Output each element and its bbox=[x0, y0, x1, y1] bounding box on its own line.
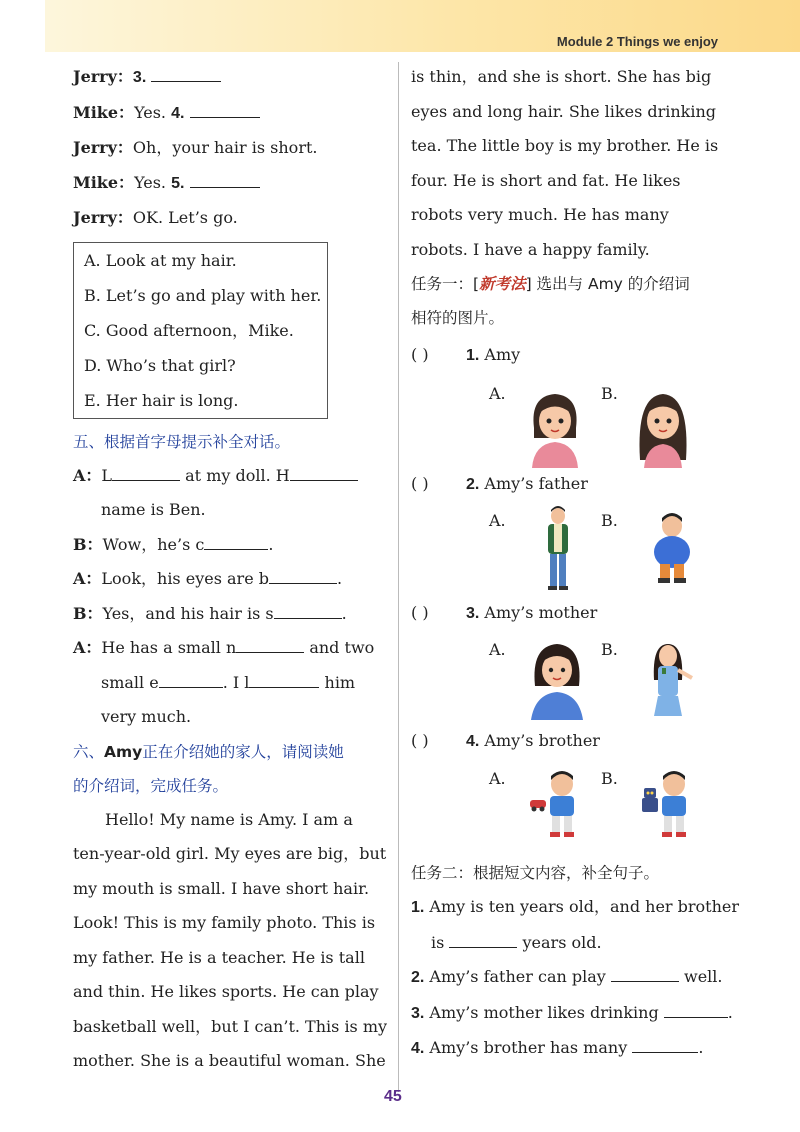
option-item: B. Let’s go and play with her. bbox=[84, 285, 322, 305]
section5-line bbox=[73, 631, 388, 666]
passage-line: Look! This is my family photo. This is bbox=[73, 913, 376, 932]
sentence-text: Amy’s mother likes drinking bbox=[424, 1002, 659, 1022]
question-text: Amy’s mother bbox=[479, 603, 598, 622]
question-number: 3. bbox=[411, 1004, 425, 1022]
task2-sentence bbox=[411, 1031, 731, 1067]
right-column bbox=[411, 60, 721, 335]
speaker: A： bbox=[73, 638, 102, 657]
section5-line: very much. bbox=[101, 707, 192, 726]
column-divider bbox=[398, 62, 399, 1092]
question-number: 2. bbox=[411, 969, 425, 987]
dialogue-text: Yes. bbox=[134, 102, 172, 122]
answer-blank[interactable] bbox=[632, 1036, 698, 1053]
dialogue-text: at my doll. H bbox=[180, 465, 290, 485]
option-b-label: B. bbox=[601, 769, 618, 788]
options-box bbox=[73, 242, 328, 419]
punctuation: . bbox=[268, 534, 274, 554]
task2-title: 任务二：根据短文内容，补全句子。 bbox=[411, 864, 660, 882]
girl-short-hair-image[interactable] bbox=[520, 388, 590, 468]
passage-line: robots very much. He has many bbox=[411, 205, 669, 224]
answer-blank[interactable] bbox=[204, 533, 268, 550]
section5-line bbox=[73, 666, 388, 701]
dialogue-text: Oh，your hair is short. bbox=[132, 138, 318, 157]
task1-question bbox=[411, 603, 597, 623]
dialogue-text: . I l bbox=[222, 672, 250, 692]
task2 bbox=[411, 856, 740, 1067]
speaker: Jerry： bbox=[73, 67, 133, 86]
answer-blank[interactable] bbox=[269, 567, 337, 584]
answer-blank[interactable] bbox=[449, 931, 517, 948]
punctuation: . bbox=[337, 569, 343, 588]
dialogue-text: OK. Let’s go. bbox=[132, 208, 238, 227]
passage-line: four. He is short and fat. He likes bbox=[411, 170, 681, 190]
left-column bbox=[73, 60, 388, 1079]
question-number: 3. bbox=[132, 69, 147, 86]
answer-blank[interactable] bbox=[611, 965, 679, 982]
dialogue-text: Yes. bbox=[134, 172, 172, 192]
option-a-label: A. bbox=[489, 511, 506, 530]
task1-question bbox=[411, 731, 600, 751]
speaker: B： bbox=[73, 603, 103, 623]
task2-sentence bbox=[411, 960, 731, 996]
speaker: Mike： bbox=[73, 102, 135, 122]
dialogue-text: him bbox=[319, 672, 356, 692]
hint-letter: L bbox=[101, 465, 113, 485]
dialogue-text: and two bbox=[304, 638, 375, 657]
sentence-text: Amy’s father can play bbox=[424, 967, 606, 987]
answer-blank[interactable] bbox=[159, 671, 223, 688]
dialogue-text: Look，his eyes are b bbox=[101, 569, 269, 588]
section5-line bbox=[73, 562, 388, 597]
question-number: 4. bbox=[466, 733, 480, 750]
passage-line: my mouth is small. I have short hair. bbox=[73, 878, 370, 898]
new-method-tag: 新考法 bbox=[479, 275, 526, 293]
answer-blank[interactable] bbox=[274, 602, 342, 619]
passage-right bbox=[411, 60, 721, 267]
task-instruction: ] 选出与 Amy 的介绍词 bbox=[525, 275, 690, 293]
option-item: C. Good afternoon，Mike. bbox=[84, 320, 294, 340]
passage-line: robots. I have a happy family. bbox=[411, 239, 650, 259]
question-number: 1. bbox=[411, 899, 425, 916]
sentence-text: years old. bbox=[517, 932, 602, 952]
dialogue-line bbox=[73, 201, 388, 236]
module-title: Module 2 Things we enjoy bbox=[556, 34, 718, 49]
option-b-label: B. bbox=[601, 384, 618, 403]
task1-question bbox=[411, 345, 520, 365]
task1-title bbox=[411, 267, 721, 301]
section-number: 六、 bbox=[73, 742, 105, 761]
answer-blank[interactable] bbox=[236, 636, 304, 653]
speaker: A： bbox=[73, 569, 102, 588]
question-text: Amy’s father bbox=[479, 474, 588, 493]
section-name: Amy bbox=[104, 742, 143, 761]
passage-left bbox=[73, 803, 388, 1079]
sentence-text: Amy’s brother has many bbox=[424, 1038, 628, 1058]
dialogue-text: Yes，and his hair is s bbox=[102, 603, 274, 623]
dialogue-line bbox=[73, 96, 388, 132]
sentence-text: . bbox=[698, 1038, 704, 1058]
section5-line: name is Ben. bbox=[101, 500, 206, 519]
dialogue-text: He has a small n bbox=[101, 638, 237, 657]
passage-line: basketball well，but I can’t. This is my bbox=[73, 1016, 388, 1036]
option-a-label: A. bbox=[489, 769, 506, 788]
section-instruction: 正在介绍她的家人，请阅读她 bbox=[142, 742, 344, 761]
section5-line bbox=[73, 528, 388, 563]
section5-line bbox=[73, 597, 388, 632]
option-item: E. Her hair is long. bbox=[84, 390, 239, 410]
answer-blank[interactable] bbox=[112, 464, 180, 481]
boy-with-robot-image[interactable] bbox=[640, 770, 698, 838]
task2-sentence bbox=[411, 996, 731, 1032]
question-number: 4. bbox=[411, 1040, 425, 1058]
passage-line: and thin. He likes sports. He can play bbox=[73, 982, 379, 1001]
passage-line: Hello! My name is Amy. I am a bbox=[105, 809, 353, 829]
passage-line: my father. He is a teacher. He is tall bbox=[73, 947, 365, 967]
boy-with-toy-car-image[interactable] bbox=[528, 770, 586, 838]
dialogue-line bbox=[73, 60, 388, 96]
speaker: Jerry： bbox=[73, 138, 133, 157]
tall-woman-long-hair-image[interactable] bbox=[640, 640, 710, 718]
dialogue-text: Wow，he’s c bbox=[102, 534, 205, 554]
dialogue-text: small e bbox=[101, 672, 159, 692]
answer-blank[interactable] bbox=[249, 671, 319, 688]
tall-thin-man-image[interactable] bbox=[538, 506, 578, 591]
page-number: 45 bbox=[384, 1088, 402, 1105]
option-a-label: A. bbox=[489, 640, 506, 659]
sentence-text: Amy is ten years old，and her brother bbox=[424, 897, 740, 916]
woman-short-hair-image[interactable] bbox=[525, 640, 590, 720]
passage-line: eyes and long hair. She likes drinking bbox=[411, 101, 717, 121]
answer-paren[interactable]: ( ) bbox=[411, 603, 429, 622]
answer-blank[interactable] bbox=[290, 464, 358, 481]
punctuation: . bbox=[341, 603, 347, 623]
task1-title-line2: 相符的图片。 bbox=[411, 309, 505, 327]
question-number: 5. bbox=[171, 174, 185, 192]
question-number: 3. bbox=[466, 605, 480, 622]
option-b-label: B. bbox=[601, 511, 618, 530]
option-item: A. Look at my hair. bbox=[84, 250, 237, 270]
question-number: 1. bbox=[466, 347, 480, 364]
task1-question bbox=[411, 474, 588, 494]
sentence-text: is bbox=[431, 932, 445, 952]
answer-paren[interactable]: ( ) bbox=[411, 474, 429, 493]
option-item: D. Who’s that girl? bbox=[84, 355, 236, 375]
question-text: Amy’s brother bbox=[479, 731, 600, 750]
question-number: 4. bbox=[171, 104, 185, 122]
answer-blank[interactable] bbox=[190, 171, 260, 188]
answer-blank[interactable] bbox=[190, 101, 260, 118]
speaker: B： bbox=[73, 534, 103, 554]
sentence-text: well. bbox=[678, 967, 723, 987]
answer-blank[interactable] bbox=[664, 1001, 728, 1018]
header-banner bbox=[45, 0, 800, 52]
girl-long-hair-image[interactable] bbox=[628, 388, 698, 468]
sentence-text: . bbox=[727, 1002, 733, 1022]
answer-paren[interactable]: ( ) bbox=[411, 345, 429, 364]
section6-title bbox=[73, 735, 388, 769]
dialogue-line bbox=[73, 131, 388, 166]
short-fat-man-image[interactable] bbox=[648, 512, 696, 584]
task2-sentence bbox=[411, 926, 731, 961]
option-a-label: A. bbox=[489, 384, 506, 403]
answer-blank[interactable] bbox=[151, 65, 221, 82]
passage-line: mother. She is a beautiful woman. She bbox=[73, 1051, 386, 1070]
dialogue-line bbox=[73, 166, 388, 202]
speaker: Jerry： bbox=[73, 208, 133, 227]
answer-paren[interactable]: ( ) bbox=[411, 731, 429, 750]
task-label: 任务一：[ bbox=[411, 275, 480, 293]
question-number: 2. bbox=[466, 476, 480, 493]
option-b-label: B. bbox=[601, 640, 618, 659]
speaker: Mike： bbox=[73, 172, 135, 192]
section5-line bbox=[73, 459, 388, 494]
speaker: A： bbox=[73, 465, 102, 485]
passage-line: tea. The little boy is my brother. He is bbox=[411, 136, 719, 155]
task2-sentence bbox=[411, 890, 740, 926]
section5-title: 五、根据首字母提示补全对话。 bbox=[73, 432, 291, 451]
question-text: Amy bbox=[479, 345, 521, 364]
section6-title-line2: 的介绍词，完成任务。 bbox=[73, 776, 229, 795]
passage-line: ten-year-old girl. My eyes are big，but bbox=[73, 844, 387, 863]
passage-line: is thin，and she is short. She has big bbox=[411, 67, 712, 86]
